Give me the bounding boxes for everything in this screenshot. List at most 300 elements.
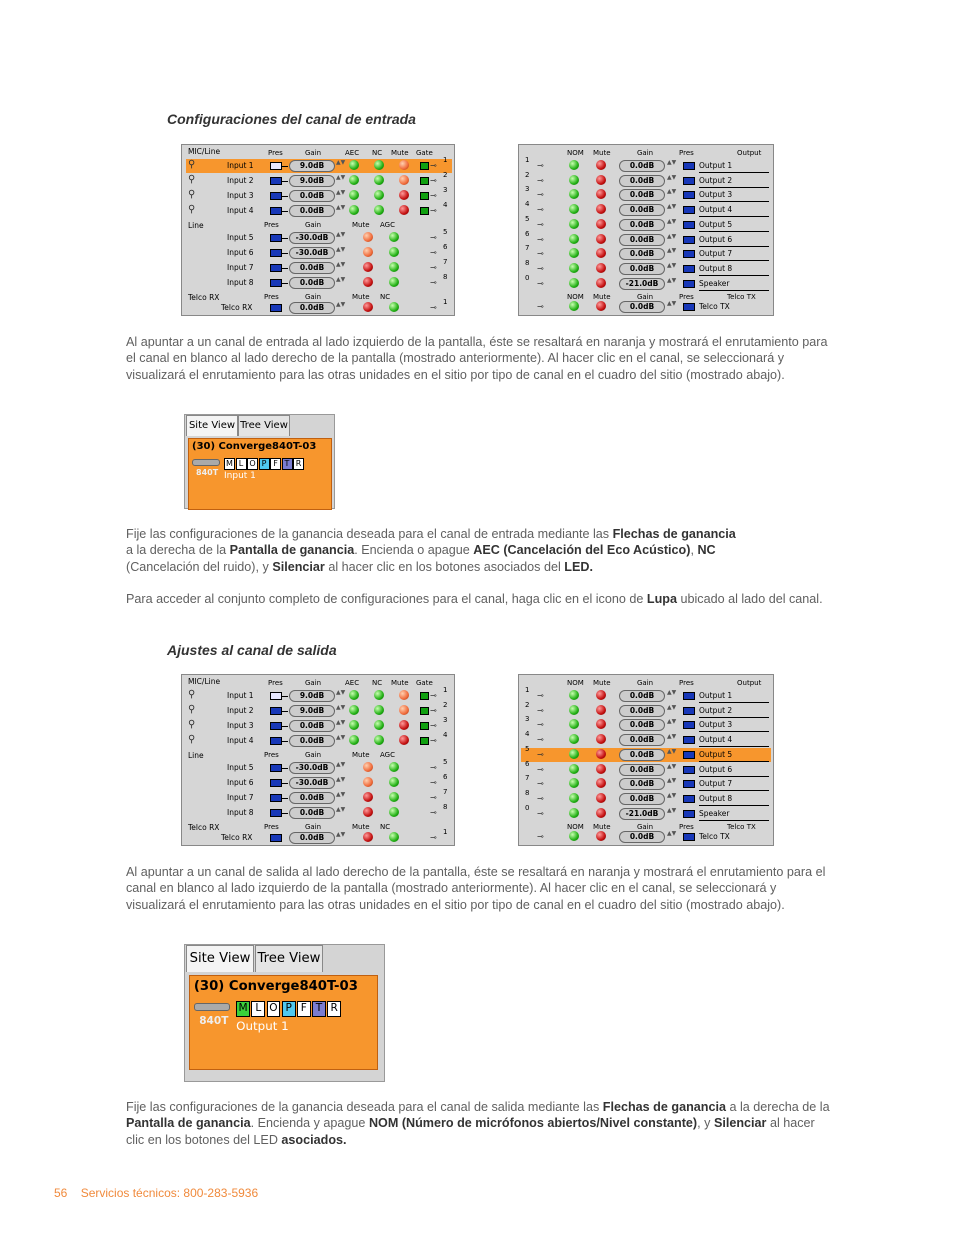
flag-P[interactable]: P <box>282 1001 296 1016</box>
gain-arrows[interactable]: ▲▼ <box>336 204 346 211</box>
gain-display: -30.0dB <box>289 762 335 774</box>
route-knob-icon[interactable]: ⊸ <box>537 175 544 185</box>
mute-led[interactable] <box>596 219 606 229</box>
pres-indicator[interactable] <box>683 707 695 715</box>
route-knob-icon[interactable]: ⊸ <box>430 248 437 257</box>
nom-led[interactable] <box>569 793 579 803</box>
magnifier-icon[interactable]: ⚲ <box>188 689 196 700</box>
gain-arrows[interactable]: ▲▼ <box>667 689 677 696</box>
flag-M[interactable]: M <box>236 1001 250 1016</box>
tab-tree-view[interactable]: Tree View <box>255 945 323 972</box>
magnifier-icon[interactable]: ⚲ <box>188 204 196 215</box>
route-knob-icon[interactable]: ⊸ <box>537 263 544 273</box>
aec-led[interactable] <box>349 175 359 185</box>
aec-led[interactable] <box>349 190 359 200</box>
tab-tree-view[interactable]: Tree View <box>238 415 290 436</box>
mute-led[interactable] <box>363 777 373 787</box>
gain-arrows[interactable]: ▲▼ <box>667 830 677 837</box>
input-row-3[interactable] <box>186 716 452 733</box>
line-row-5[interactable] <box>186 228 452 245</box>
route-knob-icon[interactable]: ⊸ <box>537 219 544 229</box>
mute-led[interactable] <box>596 808 606 818</box>
pres-indicator[interactable] <box>270 162 282 170</box>
nc-led[interactable] <box>374 735 384 745</box>
pres-indicator[interactable] <box>270 279 282 287</box>
flag-T[interactable]: T <box>282 458 293 470</box>
pres-indicator[interactable] <box>270 207 282 215</box>
mute-led[interactable] <box>596 234 606 244</box>
input-row-1[interactable] <box>186 686 452 703</box>
flag-L[interactable]: L <box>236 458 247 470</box>
device-icon <box>192 459 220 466</box>
mute-led[interactable] <box>596 734 606 744</box>
mute-led[interactable] <box>363 807 373 817</box>
gain-arrows[interactable]: ▲▼ <box>667 791 677 799</box>
telco-tx-row[interactable] <box>521 830 771 844</box>
nc-led[interactable] <box>374 705 384 715</box>
mute-led[interactable] <box>596 189 606 199</box>
mute-led[interactable] <box>596 175 606 185</box>
pres-indicator[interactable] <box>270 834 282 842</box>
route-knob-icon[interactable]: ⊸ <box>430 303 437 312</box>
output-row-5[interactable] <box>521 744 771 762</box>
route-knob-icon[interactable]: ⊸ <box>537 735 544 745</box>
gain-arrows[interactable]: ▲▼ <box>667 733 677 741</box>
device-model: 840T <box>199 1014 229 1027</box>
output-row-9[interactable] <box>521 273 771 291</box>
input-row-1[interactable] <box>186 156 452 173</box>
mute-led[interactable] <box>399 205 409 215</box>
route-knob-icon[interactable]: ⊸ <box>537 832 544 841</box>
pres-indicator[interactable] <box>270 234 282 242</box>
route-knob-icon[interactable]: ⊸ <box>430 176 437 185</box>
output-row-7[interactable] <box>521 774 771 791</box>
flag-T[interactable]: T <box>312 1001 326 1016</box>
magnifier-icon[interactable]: ⚲ <box>188 189 196 200</box>
input-row-4[interactable] <box>186 201 452 218</box>
tab-site-view[interactable]: Site View <box>186 945 254 972</box>
channel-number: 6 <box>525 229 530 238</box>
gain-arrows[interactable]: ▲▼ <box>336 776 346 783</box>
nom-led[interactable] <box>569 778 579 788</box>
mute-led[interactable] <box>596 204 606 214</box>
pres-indicator[interactable] <box>683 721 695 729</box>
mute-led[interactable] <box>399 190 409 200</box>
input-row-2[interactable] <box>186 701 452 718</box>
route-knob-icon[interactable]: ⊸ <box>537 234 544 244</box>
route-knob-icon[interactable]: ⊸ <box>537 691 544 700</box>
route-knob-icon[interactable]: ⊸ <box>430 691 437 700</box>
route-knob-icon[interactable]: ⊸ <box>537 205 544 215</box>
aec-led[interactable] <box>349 705 359 715</box>
flag-F[interactable]: F <box>270 458 281 470</box>
nc-led[interactable] <box>374 205 384 215</box>
channel-number: 6 <box>443 243 448 251</box>
agc-led[interactable] <box>389 792 399 802</box>
nc-led[interactable] <box>389 302 399 312</box>
mute-led[interactable] <box>596 301 606 311</box>
channel-number: 2 <box>525 700 530 709</box>
gain-display: 0.0dB <box>619 778 665 790</box>
output-label: Speaker <box>699 808 730 818</box>
pres-indicator[interactable] <box>270 249 282 257</box>
gain-arrows[interactable]: ▲▼ <box>667 762 677 770</box>
agc-led[interactable] <box>389 247 399 257</box>
line-row-7[interactable] <box>186 258 452 275</box>
mute-led[interactable] <box>363 832 373 842</box>
pres-indicator[interactable] <box>270 692 282 700</box>
mute-led[interactable] <box>399 690 409 700</box>
pres-indicator[interactable] <box>270 264 282 272</box>
line-row-6[interactable] <box>186 773 452 790</box>
gain-arrows[interactable]: ▲▼ <box>667 203 677 211</box>
route-knob-icon[interactable]: ⊸ <box>430 263 437 272</box>
channel-number: 1 <box>443 298 448 306</box>
nom-led[interactable] <box>569 301 579 311</box>
pres-indicator[interactable] <box>270 192 282 200</box>
input-label: Input 3 <box>227 191 254 200</box>
pres-indicator[interactable] <box>270 722 282 730</box>
route-knob-icon[interactable]: ⊸ <box>537 705 544 715</box>
flag-R[interactable]: R <box>293 458 304 470</box>
gain-arrows[interactable]: ▲▼ <box>667 173 677 181</box>
nom-led[interactable] <box>569 734 579 744</box>
pres-indicator[interactable] <box>270 809 282 817</box>
header-footer-nom: NOM <box>567 823 584 831</box>
channel-number: 8 <box>443 273 448 281</box>
route-knob-icon[interactable]: ⊸ <box>537 764 544 774</box>
nom-led[interactable] <box>569 219 579 229</box>
magnifier-icon[interactable]: ⚲ <box>188 159 196 170</box>
nom-led[interactable] <box>569 808 579 818</box>
flag-O[interactable]: O <box>247 458 258 470</box>
mute-led[interactable] <box>363 277 373 287</box>
section-telco: Telco RX <box>188 293 220 302</box>
flag-M[interactable]: M <box>224 458 235 470</box>
mute-led[interactable] <box>596 263 606 273</box>
nom-led[interactable] <box>569 705 579 715</box>
nom-led[interactable] <box>569 160 579 170</box>
gain-arrows[interactable]: ▲▼ <box>667 188 677 196</box>
output-row-8[interactable] <box>521 258 771 276</box>
mute-led[interactable] <box>363 302 373 312</box>
gain-arrows[interactable]: ▲▼ <box>667 261 677 269</box>
route-knob-icon[interactable]: ⊸ <box>430 191 437 200</box>
channel-number: 8 <box>525 788 530 797</box>
pres-indicator[interactable] <box>683 206 695 214</box>
flag-F[interactable]: F <box>297 1001 311 1016</box>
gain-arrows[interactable]: ▲▼ <box>336 791 346 798</box>
nc-led[interactable] <box>374 175 384 185</box>
mute-led[interactable] <box>596 764 606 774</box>
mute-led[interactable] <box>596 690 606 700</box>
nom-led[interactable] <box>569 175 579 185</box>
mute-led[interactable] <box>596 749 606 759</box>
mute-led[interactable] <box>596 705 606 715</box>
gain-arrows[interactable]: ▲▼ <box>667 718 677 726</box>
pres-indicator[interactable] <box>683 751 695 759</box>
mute-led[interactable] <box>596 160 606 170</box>
input-row-3[interactable] <box>186 186 452 203</box>
route-knob-icon[interactable]: ⊸ <box>430 206 437 215</box>
mute-led[interactable] <box>596 831 606 841</box>
output-row-3[interactable] <box>521 715 771 732</box>
header-nc: NC <box>372 149 383 157</box>
output-row-7[interactable] <box>521 244 771 261</box>
pres-indicator[interactable] <box>683 191 695 199</box>
gain-arrows[interactable]: ▲▼ <box>336 831 346 838</box>
gain-arrows[interactable]: ▲▼ <box>667 777 677 785</box>
route-knob-icon[interactable]: ⊸ <box>430 808 437 817</box>
line-row-8[interactable] <box>186 273 452 290</box>
pres-indicator[interactable] <box>683 795 695 803</box>
route-knob-icon[interactable]: ⊸ <box>430 233 437 242</box>
route-knob-icon[interactable]: ⊸ <box>430 736 437 745</box>
channel-number: 0 <box>525 803 530 812</box>
nc-led[interactable] <box>374 160 384 170</box>
output-row-8[interactable] <box>521 788 771 806</box>
route-knob-icon[interactable]: ⊸ <box>430 161 437 170</box>
channel-name: Input 1 <box>224 471 256 481</box>
input-row-4[interactable] <box>186 731 452 748</box>
output-row-4[interactable] <box>521 730 771 747</box>
gain-arrows[interactable]: ▲▼ <box>667 159 677 166</box>
route-knob-icon[interactable]: ⊸ <box>537 749 544 759</box>
route-knob-icon[interactable]: ⊸ <box>430 763 437 772</box>
route-knob-icon[interactable]: ⊸ <box>537 720 544 730</box>
pres-indicator[interactable] <box>683 833 695 841</box>
route-knob-icon[interactable]: ⊸ <box>430 721 437 730</box>
nom-led[interactable] <box>569 278 579 288</box>
route-knob-icon[interactable]: ⊸ <box>430 793 437 802</box>
agc-led[interactable] <box>389 777 399 787</box>
input-label: Input 6 <box>227 248 254 257</box>
route-knob-icon[interactable]: ⊸ <box>430 278 437 287</box>
nom-led[interactable] <box>569 690 579 700</box>
gain-arrows[interactable]: ▲▼ <box>336 301 346 308</box>
output-row-4[interactable] <box>521 200 771 217</box>
channel-number: 2 <box>525 170 530 179</box>
route-knob-icon[interactable]: ⊸ <box>537 278 544 288</box>
mute-led[interactable] <box>399 160 409 170</box>
telco-tx-row[interactable] <box>521 300 771 314</box>
output-row-3[interactable] <box>521 185 771 202</box>
route-knob-icon[interactable]: ⊸ <box>537 249 544 259</box>
mute-led[interactable] <box>399 175 409 185</box>
mute-led[interactable] <box>399 735 409 745</box>
gain-arrows[interactable]: ▲▼ <box>667 300 677 307</box>
gain-display: 0.0dB <box>619 248 665 260</box>
gain-display: 0.0dB <box>619 690 665 702</box>
aec-led[interactable] <box>349 690 359 700</box>
line-row-8[interactable] <box>186 803 452 820</box>
gain-arrows[interactable]: ▲▼ <box>336 246 346 253</box>
line-row-7[interactable] <box>186 788 452 805</box>
gain-arrows[interactable]: ▲▼ <box>336 159 346 166</box>
pres-indicator[interactable] <box>683 692 695 700</box>
nom-led[interactable] <box>569 831 579 841</box>
output-row-6[interactable] <box>521 759 771 777</box>
gain-arrows[interactable]: ▲▼ <box>336 174 346 181</box>
flag-O[interactable]: O <box>267 1001 281 1016</box>
device-box[interactable] <box>189 975 378 1069</box>
channel-number: 1 <box>525 156 530 164</box>
route-knob-icon[interactable]: ⊸ <box>537 808 544 818</box>
gain-arrows[interactable]: ▲▼ <box>667 232 677 240</box>
nom-led[interactable] <box>569 204 579 214</box>
channel-number: 1 <box>525 686 530 694</box>
nom-led[interactable] <box>569 189 579 199</box>
paragraph-input-hover: Al apuntar a un canal de entrada al lado izquierdo de la pantalla, éste se resaltará en naranja y mostrará el enrutamiento para el canal en blanco al lado derecho de la pantalla (mostrado anteriormente). Al hacer clic en el canal, se seleccionará y visualizará el enrutamiento para las otras unidades en el sitio por tipo de canal en el cuadro del sitio (mostrado abajo). <box>126 335 828 382</box>
mute-led[interactable] <box>363 762 373 772</box>
header-gain: Gain <box>637 679 654 687</box>
gain-arrows[interactable]: ▲▼ <box>336 806 346 813</box>
mute-led[interactable] <box>399 720 409 730</box>
mute-led[interactable] <box>363 247 373 257</box>
route-knob-icon[interactable]: ⊸ <box>430 778 437 787</box>
aec-led[interactable] <box>349 720 359 730</box>
nom-led[interactable] <box>569 234 579 244</box>
magnifier-icon[interactable]: ⚲ <box>188 174 196 185</box>
output-row-6[interactable] <box>521 229 771 247</box>
route-knob-icon[interactable]: ⊸ <box>537 302 544 311</box>
pres-indicator[interactable] <box>270 304 282 312</box>
gain-arrows[interactable]: ▲▼ <box>336 734 346 741</box>
output-row-1[interactable] <box>521 686 771 703</box>
gain-arrows[interactable]: ▲▼ <box>336 689 346 696</box>
output-label: Output 2 <box>699 175 733 185</box>
nc-led[interactable] <box>374 190 384 200</box>
gain-arrows[interactable]: ▲▼ <box>667 747 677 755</box>
output-row-5[interactable] <box>521 214 771 232</box>
route-knob-icon[interactable]: ⊸ <box>537 793 544 803</box>
pres-indicator[interactable] <box>270 764 282 772</box>
pres-indicator[interactable] <box>683 265 695 273</box>
mute-led[interactable] <box>596 248 606 258</box>
gain-arrows[interactable]: ▲▼ <box>336 719 346 726</box>
magnifier-icon[interactable]: ⚲ <box>188 734 196 745</box>
device-icon <box>194 1003 230 1012</box>
output-row-2[interactable] <box>521 170 771 188</box>
nom-led[interactable] <box>569 719 579 729</box>
nc-led[interactable] <box>389 832 399 842</box>
gain-display: 0.0dB <box>289 735 335 747</box>
mute-led[interactable] <box>363 262 373 272</box>
pres-indicator[interactable] <box>683 162 695 170</box>
gain-arrows[interactable]: ▲▼ <box>336 704 346 711</box>
output-row-1[interactable] <box>521 156 771 173</box>
gain-arrows[interactable]: ▲▼ <box>336 189 346 196</box>
gain-arrows[interactable]: ▲▼ <box>336 261 346 268</box>
pres-indicator[interactable] <box>683 221 695 229</box>
gain-arrows[interactable]: ▲▼ <box>667 217 677 225</box>
header-telco-gain: Gain <box>305 293 322 301</box>
nc-led[interactable] <box>374 720 384 730</box>
route-line <box>282 783 288 784</box>
mute-led[interactable] <box>596 778 606 788</box>
gain-arrows[interactable]: ▲▼ <box>336 231 346 238</box>
line-row-6[interactable] <box>186 243 452 260</box>
telco-rx-row[interactable] <box>186 298 452 315</box>
agc-led[interactable] <box>389 232 399 242</box>
gain-arrows[interactable]: ▲▼ <box>667 806 677 814</box>
pres-indicator[interactable] <box>270 737 282 745</box>
flag-R[interactable]: R <box>327 1001 341 1016</box>
pres-indicator[interactable] <box>683 810 695 818</box>
gain-arrows[interactable]: ▲▼ <box>667 276 677 284</box>
mute-led[interactable] <box>596 719 606 729</box>
agc-led[interactable] <box>389 762 399 772</box>
route-knob-icon[interactable]: ⊸ <box>537 779 544 789</box>
aec-led[interactable] <box>349 205 359 215</box>
input-row-2[interactable] <box>186 171 452 188</box>
route-knob-icon[interactable]: ⊸ <box>430 706 437 715</box>
pres-indicator[interactable] <box>683 250 695 258</box>
pres-indicator[interactable] <box>270 177 282 185</box>
nc-led[interactable] <box>374 690 384 700</box>
mute-led[interactable] <box>363 232 373 242</box>
flag-L[interactable]: L <box>251 1001 265 1016</box>
nom-led[interactable] <box>569 749 579 759</box>
agc-led[interactable] <box>389 262 399 272</box>
line-row-5[interactable] <box>186 758 452 775</box>
pres-indicator[interactable] <box>683 303 695 311</box>
gain-arrows[interactable]: ▲▼ <box>336 761 346 768</box>
pres-indicator[interactable] <box>683 766 695 774</box>
nom-led[interactable] <box>569 248 579 258</box>
agc-led[interactable] <box>389 807 399 817</box>
pres-indicator[interactable] <box>683 236 695 244</box>
pres-indicator[interactable] <box>683 280 695 288</box>
pres-indicator[interactable] <box>683 736 695 744</box>
output-row-2[interactable] <box>521 700 771 718</box>
flag-P[interactable]: P <box>259 458 270 470</box>
gate-indicator <box>420 162 429 170</box>
route-knob-icon[interactable]: ⊸ <box>430 833 437 842</box>
route-knob-icon[interactable]: ⊸ <box>537 161 544 170</box>
header-mute: Mute <box>391 679 409 687</box>
pres-indicator[interactable] <box>270 707 282 715</box>
pres-indicator[interactable] <box>270 779 282 787</box>
mute-led[interactable] <box>363 792 373 802</box>
device-name: (30) Converge840T-03 <box>193 978 358 994</box>
nom-led[interactable] <box>569 764 579 774</box>
pres-indicator[interactable] <box>683 780 695 788</box>
output-row-9[interactable] <box>521 803 771 821</box>
magnifier-icon[interactable]: ⚲ <box>188 704 196 715</box>
gain-display: 0.0dB <box>619 301 665 313</box>
mute-led[interactable] <box>399 705 409 715</box>
agc-led[interactable] <box>389 277 399 287</box>
tab-site-view[interactable]: Site View <box>186 415 238 436</box>
magnifier-icon[interactable]: ⚲ <box>188 719 196 730</box>
mute-led[interactable] <box>596 278 606 288</box>
aec-led[interactable] <box>349 160 359 170</box>
telco-rx-row[interactable] <box>186 828 452 845</box>
route-line <box>282 711 288 712</box>
mute-led[interactable] <box>596 793 606 803</box>
gain-arrows[interactable]: ▲▼ <box>336 276 346 283</box>
route-knob-icon[interactable]: ⊸ <box>537 190 544 200</box>
gain-arrows[interactable]: ▲▼ <box>667 703 677 711</box>
pres-indicator[interactable] <box>683 177 695 185</box>
device-box[interactable] <box>188 438 332 510</box>
nom-led[interactable] <box>569 263 579 273</box>
output-label: Output 6 <box>699 764 733 774</box>
gain-arrows[interactable]: ▲▼ <box>667 247 677 255</box>
aec-led[interactable] <box>349 735 359 745</box>
pres-indicator[interactable] <box>270 794 282 802</box>
